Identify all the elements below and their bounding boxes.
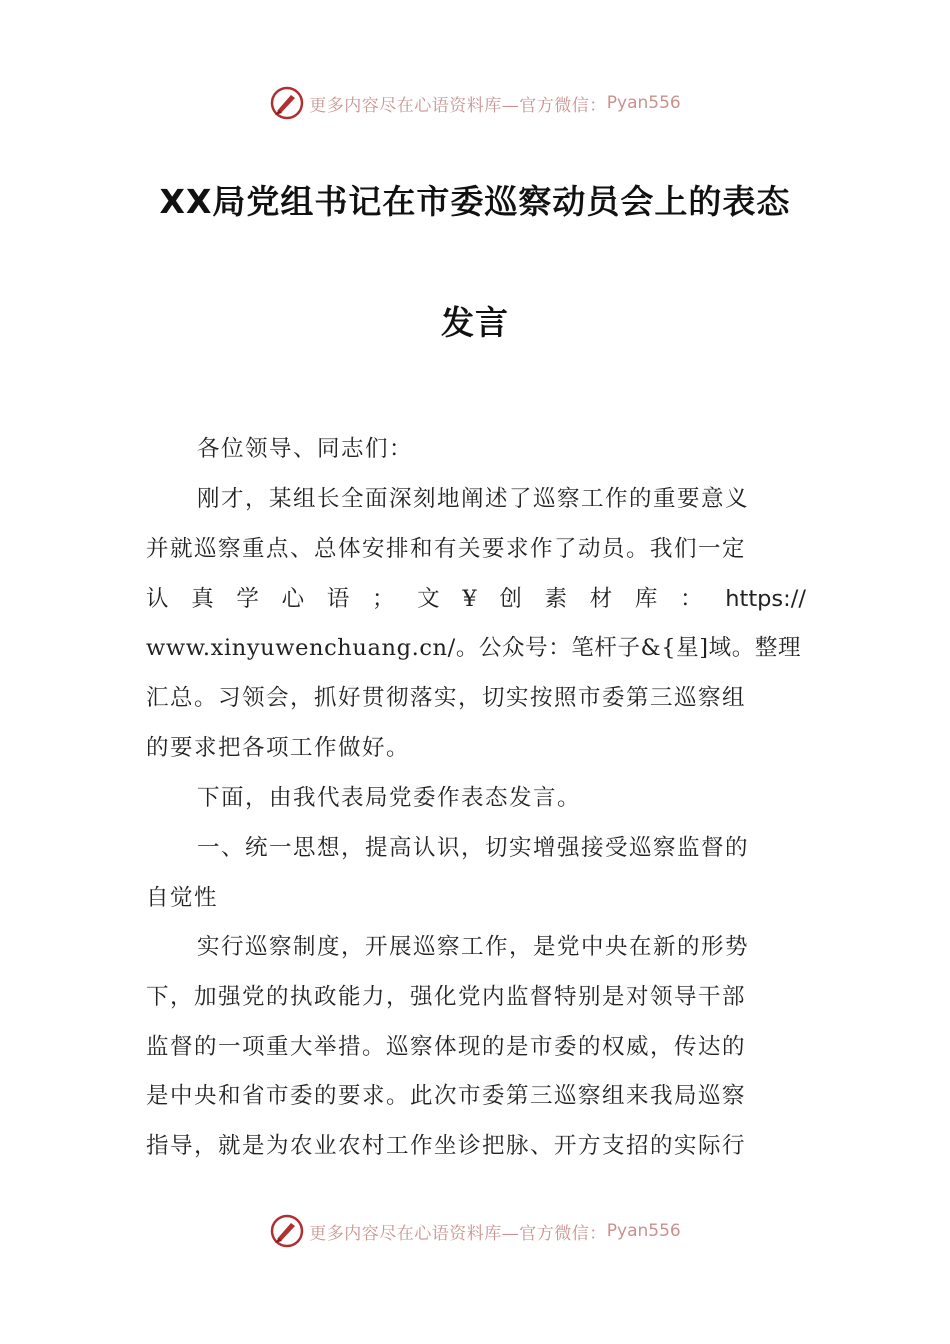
p1-char: 创 <box>499 585 524 612</box>
p3-line: 是中央和省市委的要求。此次市委第三巡察组来我局巡察 <box>146 1083 747 1110</box>
p1-char: 材 <box>589 585 614 612</box>
p3-line: 下，加强党的执政能力，强化党内监督特别是对领导干部 <box>146 983 747 1010</box>
paragraph-1 <box>146 475 806 774</box>
p3-line: 指导，就是为农业农村工作坐诊把脉、开方支招的实际行 <box>146 1133 747 1160</box>
p3-line: 监督的一项重大举措。巡察体现的是市委的权威，传达的 <box>146 1033 747 1060</box>
greeting-text: 各位领导、同志们： <box>197 436 414 462</box>
greeting <box>146 425 806 475</box>
pen-logo-icon <box>269 85 305 121</box>
banner-wechat-id: Pyan556 <box>606 1221 681 1241</box>
p1-char: ： <box>680 585 705 612</box>
watermark-banner-bottom <box>0 1211 950 1251</box>
watermark-banner-top <box>0 83 950 123</box>
p1-line-spread <box>146 575 806 625</box>
banner-wechat-id: Pyan556 <box>606 93 681 113</box>
p1-line: 汇总。习领会，抓好贯彻落实，切实按照市委第三巡察组 <box>146 685 747 712</box>
banner-text: 更多内容尽在心语资料库—官方微信： <box>309 95 607 116</box>
p1-line: 的要求把各项工作做好。 <box>146 734 411 761</box>
document-title-line2: 发言 <box>441 303 509 342</box>
p1-char: 真 <box>191 585 216 612</box>
pen-logo-icon <box>269 1213 305 1249</box>
banner-text: 更多内容尽在心语资料库—官方微信： <box>309 1223 607 1244</box>
section-heading-1 <box>146 824 806 924</box>
p1-char: 库 <box>634 585 659 612</box>
document-title-line1: XX局党组书记在市委巡察动员会上的表态 <box>159 182 791 221</box>
p1-char: ¥ <box>462 585 479 612</box>
heading-line: 一、统一思想，提高认识，切实增强接受巡察监督的 <box>197 835 750 861</box>
p1-char: 心 <box>281 585 306 612</box>
p1-url-part: https:// <box>725 585 806 612</box>
paragraph-3 <box>146 923 806 1172</box>
heading-line: 自觉性 <box>146 884 219 911</box>
p1-char: 语 <box>326 585 351 612</box>
p1-char: 文 <box>417 585 442 612</box>
p1-char: 学 <box>236 585 261 612</box>
paragraph-2 <box>146 774 806 824</box>
p1-char: 认 <box>146 585 171 612</box>
p1-char: 素 <box>544 585 569 612</box>
p1-line: 刚才，某组长全面深刻地阐述了巡察工作的重要意义 <box>197 486 750 512</box>
p3-line: 实行巡察制度，开展巡察工作，是党中央在新的形势 <box>197 934 750 960</box>
p1-line: 并就巡察重点、总体安排和有关要求作了动员。我们一定 <box>146 535 747 562</box>
p1-char: ； <box>371 585 396 612</box>
p2-text: 下面，由我代表局党委作表态发言。 <box>197 785 582 811</box>
p1-line: www.xinyuwenchuang.cn/。公众号：笔杆子&{星]域。整理 <box>146 635 802 662</box>
